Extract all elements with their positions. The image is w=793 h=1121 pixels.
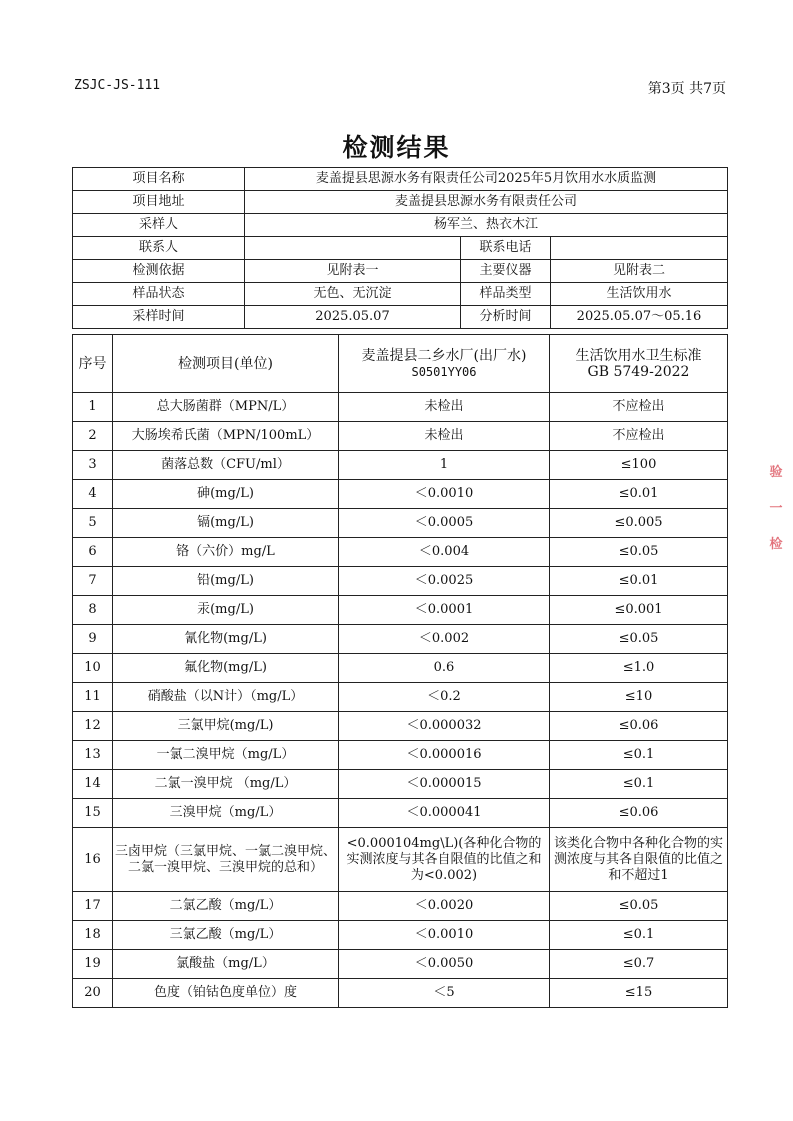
row-item: 三氯乙酸（mg/L）	[113, 921, 339, 950]
sample-state-value: 无色、无沉淀	[245, 283, 461, 306]
sample-type-label: 样品类型	[461, 283, 551, 306]
table-row	[73, 596, 728, 625]
row-item: 三氯甲烷(mg/L)	[113, 712, 339, 741]
row-item: 二氯乙酸（mg/L）	[113, 892, 339, 921]
row-result: ＜0.0025	[339, 567, 550, 596]
table-row	[73, 509, 728, 538]
table-row	[73, 950, 728, 979]
phone-value	[551, 237, 728, 260]
row-item: 大肠埃希氏菌（MPN/100mL）	[113, 422, 339, 451]
row-item: 镉(mg/L)	[113, 509, 339, 538]
sample-code: S0501YY06	[411, 364, 477, 379]
row-result: ＜0.000041	[339, 799, 550, 828]
info-row	[73, 237, 728, 260]
row-number: 5	[73, 509, 113, 538]
table-row	[73, 799, 728, 828]
row-number: 8	[73, 596, 113, 625]
row-limit: ≤0.1	[550, 741, 728, 770]
project-address-label: 项目地址	[73, 191, 245, 214]
row-limit: ≤0.06	[550, 712, 728, 741]
row-item: 砷(mg/L)	[113, 480, 339, 509]
item-header: 检测项目(单位)	[113, 335, 339, 393]
row-limit: ≤0.1	[550, 921, 728, 950]
table-row	[73, 892, 728, 921]
contact-label: 联系人	[73, 237, 245, 260]
row-limit: ≤15	[550, 979, 728, 1008]
sample-state-label: 样品状态	[73, 283, 245, 306]
row-result: ＜0.0010	[339, 480, 550, 509]
row-number: 20	[73, 979, 113, 1008]
info-row	[73, 306, 728, 329]
table-row	[73, 480, 728, 509]
row-result: ＜0.2	[339, 683, 550, 712]
row-number: 18	[73, 921, 113, 950]
basis-value: 见附表一	[245, 260, 461, 283]
sample-header	[339, 335, 550, 393]
row-result: 未检出	[339, 422, 550, 451]
page-title: 检测结果	[342, 133, 451, 162]
table-row	[73, 625, 728, 654]
row-item: 硝酸盐（以N计）（mg/L）	[113, 683, 339, 712]
row-item: 色度（铂钴色度单位）度	[113, 979, 339, 1008]
table-row	[73, 921, 728, 950]
info-row	[73, 191, 728, 214]
row-number: 4	[73, 480, 113, 509]
row-result: ＜0.000015	[339, 770, 550, 799]
table-row	[73, 567, 728, 596]
row-limit: ≤0.05	[550, 892, 728, 921]
table-row	[73, 712, 728, 741]
row-item: 三溴甲烷（mg/L）	[113, 799, 339, 828]
seal-stamp-fragment	[765, 455, 787, 625]
row-limit: ≤100	[550, 451, 728, 480]
row-number: 16	[73, 828, 113, 892]
results-table	[72, 334, 728, 1008]
row-result: 1	[339, 451, 550, 480]
row-result: 0.6	[339, 654, 550, 683]
table-row	[73, 741, 728, 770]
row-number: 7	[73, 567, 113, 596]
info-row	[73, 214, 728, 237]
basis-label: 检测依据	[73, 260, 245, 283]
row-item: 汞(mg/L)	[113, 596, 339, 625]
sampler-label: 采样人	[73, 214, 245, 237]
row-item: 菌落总数（CFU/ml）	[113, 451, 339, 480]
row-result: ＜0.000016	[339, 741, 550, 770]
table-row	[73, 683, 728, 712]
row-number: 3	[73, 451, 113, 480]
sampling-time-value: 2025.05.07	[245, 306, 461, 329]
page-number: 第3页 共7页	[647, 81, 726, 97]
project-name-value: 麦盖提县思源水务有限责任公司2025年5月饮用水水质监测	[245, 168, 728, 191]
row-limit: ≤0.7	[550, 950, 728, 979]
row-number: 2	[73, 422, 113, 451]
row-number: 11	[73, 683, 113, 712]
document-code: ZSJC-JS-111	[74, 78, 161, 93]
row-number: 10	[73, 654, 113, 683]
row-result: ＜0.004	[339, 538, 550, 567]
row-limit: ≤0.005	[550, 509, 728, 538]
row-limit: ≤1.0	[550, 654, 728, 683]
table-row	[73, 393, 728, 422]
row-result: ＜0.0020	[339, 892, 550, 921]
row-result: ＜0.000032	[339, 712, 550, 741]
row-limit: ≤0.1	[550, 770, 728, 799]
row-result: 未检出	[339, 393, 550, 422]
seq-header: 序号	[73, 335, 113, 393]
table-row	[73, 979, 728, 1008]
row-limit: 该类化合物中各种化合物的实测浓度与其各自限值的比值之和不超过1	[550, 828, 728, 892]
info-row	[73, 260, 728, 283]
project-info-table	[72, 167, 728, 329]
row-item: 铅(mg/L)	[113, 567, 339, 596]
row-limit: 不应检出	[550, 422, 728, 451]
row-item: 一氯二溴甲烷（mg/L）	[113, 741, 339, 770]
results-body	[73, 393, 728, 1008]
analysis-time-value: 2025.05.07～05.16	[551, 306, 728, 329]
seal-char: 检	[769, 537, 783, 552]
phone-label: 联系电话	[461, 237, 551, 260]
contact-value	[245, 237, 461, 260]
row-item: 氯酸盐（mg/L）	[113, 950, 339, 979]
row-item: 氰化物(mg/L)	[113, 625, 339, 654]
row-limit: ≤0.05	[550, 625, 728, 654]
row-number: 9	[73, 625, 113, 654]
info-row	[73, 168, 728, 191]
sample-type-value: 生活饮用水	[551, 283, 728, 306]
table-row	[73, 654, 728, 683]
seal-char: 验	[769, 465, 783, 480]
row-result: <0.000104mg\L)(各种化合物的实测浓度与其各自限值的比值之和为<0.002)	[339, 828, 550, 892]
standard-code: GB 5749-2022	[587, 363, 690, 380]
table-row	[73, 422, 728, 451]
results-header-row	[73, 335, 728, 393]
row-limit: ≤0.01	[550, 567, 728, 596]
row-result: ＜0.0050	[339, 950, 550, 979]
row-result: ＜0.0005	[339, 509, 550, 538]
analysis-time-label: 分析时间	[461, 306, 551, 329]
table-row	[73, 770, 728, 799]
sampler-value: 杨军兰、热衣木江	[245, 214, 728, 237]
row-limit: ≤0.01	[550, 480, 728, 509]
row-limit: ≤10	[550, 683, 728, 712]
table-row	[73, 828, 728, 892]
row-number: 12	[73, 712, 113, 741]
standard-header	[550, 335, 728, 393]
row-item: 三卤甲烷（三氯甲烷、一氯二溴甲烷、二氯一溴甲烷、三溴甲烷的总和）	[113, 828, 339, 892]
info-row	[73, 283, 728, 306]
seal-char: 一	[769, 501, 783, 516]
row-limit: ≤0.05	[550, 538, 728, 567]
row-number: 6	[73, 538, 113, 567]
instrument-label: 主要仪器	[461, 260, 551, 283]
row-limit: ≤0.001	[550, 596, 728, 625]
table-row	[73, 451, 728, 480]
row-result: ＜0.0001	[339, 596, 550, 625]
row-number: 14	[73, 770, 113, 799]
row-result: ＜0.0010	[339, 921, 550, 950]
table-row	[73, 538, 728, 567]
standard-name: 生活饮用水卫生标准	[575, 347, 702, 364]
row-number: 15	[73, 799, 113, 828]
row-item: 二氯一溴甲烷 （mg/L）	[113, 770, 339, 799]
row-item: 氟化物(mg/L)	[113, 654, 339, 683]
row-number: 19	[73, 950, 113, 979]
row-item: 铬（六价）mg/L	[113, 538, 339, 567]
row-number: 17	[73, 892, 113, 921]
row-item: 总大肠菌群（MPN/L）	[113, 393, 339, 422]
row-number: 13	[73, 741, 113, 770]
sampling-time-label: 采样时间	[73, 306, 245, 329]
row-number: 1	[73, 393, 113, 422]
row-limit: 不应检出	[550, 393, 728, 422]
sample-name: 麦盖提县二乡水厂(出厂水)	[361, 347, 527, 364]
row-result: ＜5	[339, 979, 550, 1008]
instrument-value: 见附表二	[551, 260, 728, 283]
project-name-label: 项目名称	[73, 168, 245, 191]
project-address-value: 麦盖提县思源水务有限责任公司	[245, 191, 728, 214]
row-limit: ≤0.06	[550, 799, 728, 828]
row-result: ＜0.002	[339, 625, 550, 654]
